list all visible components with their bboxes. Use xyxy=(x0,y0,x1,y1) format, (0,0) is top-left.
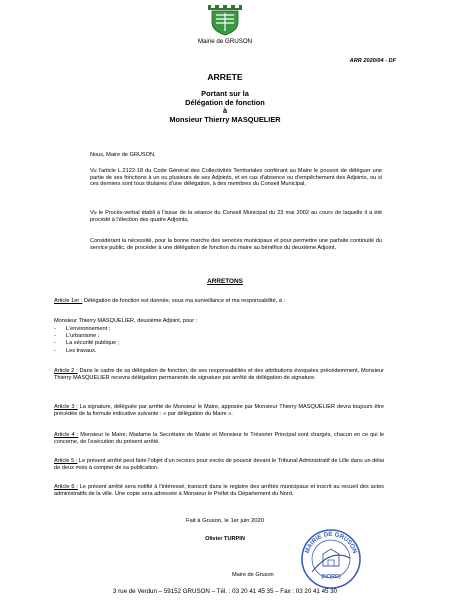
article-5-text: Le présent arrêté peut faire l'objet d'un recours pour excès de pouvoir devant le Tribunal Administratif de Lille dans un délai de deux mois à compter de sa publication. xyxy=(54,458,384,471)
list-item: - Les travaux. xyxy=(54,348,119,355)
portant-title xyxy=(0,90,450,124)
article-6-text: Le présent arrêté sera notifié à l'intéressé, transcrit dans le registre des arrêtés municipaux et inscrit au recueil des actes administratifs de la ville. Une copie sera adressée à Monsieur le Préfet du Département du Nord. xyxy=(54,484,384,497)
arrete-title: ARRETE xyxy=(207,72,243,82)
article-3-label: Article 3 : xyxy=(54,404,78,410)
preamble-vu-proces-verbal: Vu le Procès-verbal établi à l'issue de la séance du Conseil Municipal du 23 mai 2002 au cours de laquelle il a été procédé à l'élection des quatre Adjoints, xyxy=(90,210,382,223)
footer-address: 3 rue de Verdun – 59152 GRUSON – Tél. : 03 20 41 45 35 – Fax : 03 20 41 45 30 xyxy=(112,588,338,595)
article-2 xyxy=(54,368,384,381)
preamble-vu-article: Vu l'article L.2122-18 du Code Général des Collectivités Territoriales conférant au Maire le pouvoir de déléguer une partie de ses fonctions à un ou plusieurs de ses Adjoints, et en cas d'absence ou d'empêchement des Adjoints, ou si ces derniers sont tous titulaires d'une délégation, à des membres du Conseil Municipal, xyxy=(90,168,382,188)
coat-of-arms-logo xyxy=(202,4,248,36)
portant-line-4: Monsieur Thierry MASQUELIER xyxy=(169,114,281,124)
portant-line-1: Portant sur la xyxy=(201,89,249,98)
mairie-stamp xyxy=(300,528,362,590)
arretons-heading: ARRETONS xyxy=(207,278,243,285)
list-item: - L'environnement ; xyxy=(54,326,119,333)
delegation-list xyxy=(54,326,119,355)
preamble-considerant: Considérant la nécessité, pour la bonne marche des services municipaux et pour permettre une parfaite continuité du service public, de procéder à une délégation de fonction du maire au bénéfice du deuxième Adjoint, xyxy=(90,238,382,251)
article-6 xyxy=(54,484,384,497)
document-reference: ARR 2020/04 - DF xyxy=(349,58,396,64)
article-3-text: La signature, déléguée par arrêté de Monsieur le Maire, apposée par Monsieur Thierry MASQUELIER devra toujours être précédée de la formule indicative suivante : « par délégation du Maire ». xyxy=(54,404,384,417)
article-4 xyxy=(54,432,384,445)
article-2-text: Dans le cadre de sa délégation de fonction, de ses responsabilités et des attributions évoquées précédemment, Monsieur Thierry MASQUELIER recevra délégation permanente de signature par arrêté de délégation de signature. xyxy=(54,368,384,381)
article-5 xyxy=(54,458,384,471)
article-1 xyxy=(54,298,384,305)
portant-line-2: Délégation de fonction xyxy=(185,97,265,107)
mairie-header: Mairie de GRUSON xyxy=(197,38,253,45)
article-1-label: Article 1er : xyxy=(54,298,83,304)
article-1-beneficiary: Monsieur Thierry MASQUELIER, deuxième Adjoint, pour : xyxy=(54,318,198,324)
fait-a-line: Fait à Gruson, le 1er juin 2020 xyxy=(186,518,264,524)
stamp-top-text: MAIRIE DE GRUSON xyxy=(303,530,359,555)
svg-text:MAIRIE DE GRUSON xyxy=(304,531,359,555)
list-item: - L'urbanisme ; xyxy=(54,333,119,340)
signatory-title: Maire de Gruson xyxy=(232,572,274,578)
article-1-text: Délégation de fonction est donnée, sous ma surveillance et ma responsabilité, à : xyxy=(82,298,286,304)
signatory-name: Olivier TURPIN xyxy=(205,536,245,542)
article-6-label: Article 6 : xyxy=(54,484,78,490)
article-5-label: Article 5 : xyxy=(54,458,78,464)
article-4-text: Monsieur le Maire, Madame la Secrétaire de Mairie et Monsieur le Trésorier Principal sont chargés, chacun en ce qui le concerne, de l'exécution du présent arrêté. xyxy=(54,432,384,445)
list-item: - La sécurité publique ; xyxy=(54,340,119,347)
article-3 xyxy=(54,404,384,417)
preamble-intro: Nous, Maire de GRUSON, xyxy=(90,152,156,158)
portant-line-3: à xyxy=(222,106,228,116)
stamp-bottom-text: (NORD) xyxy=(321,574,341,580)
article-4-label: Article 4 : xyxy=(54,432,79,438)
article-2-label: Article 2 : xyxy=(54,368,78,374)
